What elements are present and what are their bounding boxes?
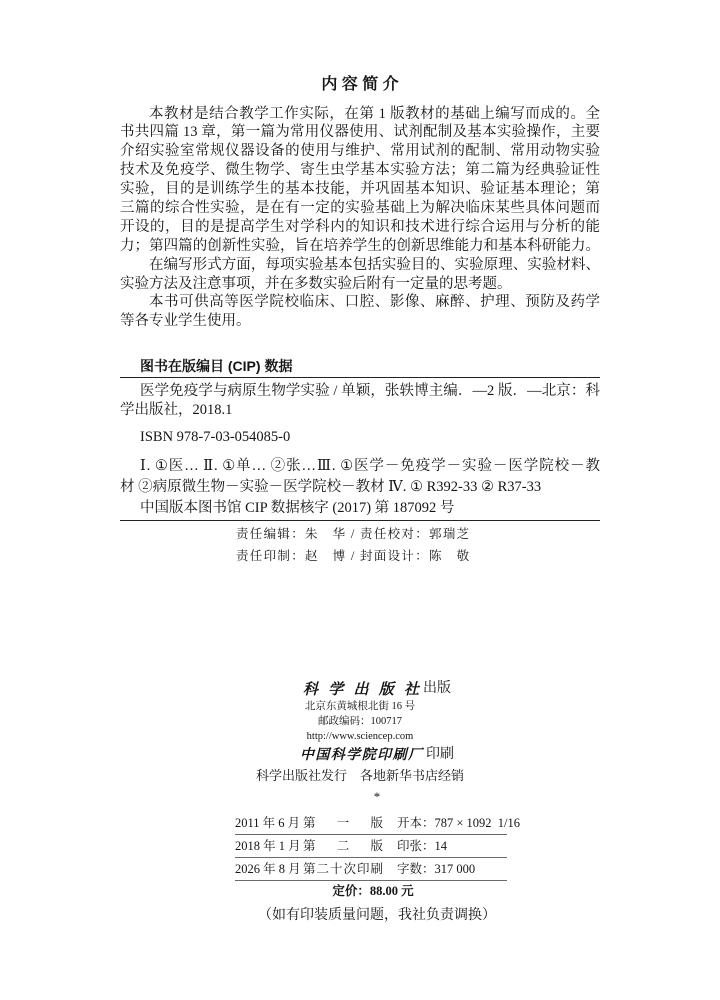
cip-classification-line: Ⅰ. ①医… Ⅱ. ①单… ②张…Ⅲ. ①医学－免疫学－实验－医学院校－教 — [140, 458, 600, 474]
edition-date: 2018 年 1 月 — [235, 839, 301, 853]
summary-line: 开设的，目的是提高学生对学科内的知识和技术进行综合运用与分析的能 — [120, 218, 600, 235]
edition-row — [235, 858, 507, 881]
summary-paragraph — [120, 105, 600, 256]
publisher-logo: 科 学 出 版 社 — [303, 680, 419, 698]
edition-spec: 开本：787 × 1092 1/16 — [397, 816, 521, 830]
edition-label: 第二十次印刷 — [303, 862, 383, 876]
summary-line: 在编写形式方面，每项实验基本包括实验目的、实验原理、实验材料、 — [149, 256, 600, 273]
summary-line: 实验方法及注意事项，并在多数实验后附有一定量的思考题。 — [120, 275, 512, 292]
distribution-line: 科学出版社发行 各地新华书店经销 — [255, 768, 464, 783]
printer-line — [300, 745, 454, 765]
publisher-address: 北京东黄城根北街 16 号 — [304, 701, 416, 712]
edition-label: 第 一 版 — [303, 816, 383, 830]
edition-spec: 字数：317 000 — [397, 862, 476, 876]
cip-heading: 图书在版编目 (CIP) 数据 — [140, 358, 293, 374]
summary-line: 介绍实验室常规仪器设备的使用与维护、常用试剂的配制、常用动物实验 — [120, 143, 600, 160]
summary-line: 书共四篇 13 章，第一篇为常用仪器使用、试剂配制及基本实验操作，主要 — [120, 124, 600, 141]
cip-record-line: 学出版社，2018.1 — [120, 402, 233, 418]
publisher-postcode: 邮政编码：100717 — [318, 716, 402, 727]
publisher-website: http://www.sciencep.com — [306, 731, 414, 742]
publisher-line — [303, 679, 451, 699]
edition-row — [235, 835, 507, 858]
printer-role: 印刷 — [426, 747, 454, 762]
price: 定价：88.00 元 — [332, 884, 414, 898]
separator-star: * — [373, 789, 381, 804]
staff-line: 责任编辑：朱 华 / 责任校对：郭瑞芝 — [236, 527, 471, 541]
summary-line: 力；第四篇的创新性实验，旨在培养学生的创新思维能力和基本科研能力。 — [120, 237, 600, 254]
cip-classification-line: 材 ②病原微生物－实验－医学院校－教材 Ⅳ. ① R392-33 ② R37-33 — [120, 479, 542, 495]
summary-line: 本书可供高等医学院校临床、口腔、影像、麻醉、护理、预防及药学 — [149, 294, 600, 311]
cip-top-rule — [120, 377, 600, 378]
summary-section — [120, 105, 600, 332]
cip-isbn: ISBN 978-7-03-054085-0 — [140, 429, 291, 445]
summary-line: 本教材是结合教学工作实际，在第 1 版教材的基础上编写而成的。全 — [149, 105, 600, 122]
staff-line: 责任印制：赵 博 / 封面设计：陈 敬 — [236, 549, 471, 563]
summary-title: 内 容 简 介 — [321, 76, 399, 93]
edition-date: 2011 年 6 月 — [235, 816, 301, 830]
publisher-role: 出版 — [423, 681, 451, 696]
quality-note: （如有印装质量问题，我社负责调换） — [258, 908, 496, 923]
summary-line: 技术及免疫学、微生物学、寄生虫学基本实验方法；第二篇为经典验证性 — [120, 162, 600, 179]
summary-line: 实验，目的是训练学生的基本技能，并巩固基本知识、验证基本理论；第 — [120, 181, 600, 198]
cip-bottom-rule — [120, 520, 600, 521]
summary-line: 等各专业学生使用。 — [120, 313, 251, 330]
summary-paragraph — [120, 256, 600, 294]
edition-date: 2026 年 8 月 — [235, 862, 301, 876]
edition-row — [235, 812, 521, 835]
summary-line: 三篇的综合性实验，是在有一定的实验基础上为解决临床某些具体问题而 — [120, 199, 600, 216]
printer-logo: 中国科学院印刷厂 — [300, 747, 422, 763]
edition-label: 第 二 版 — [303, 839, 383, 853]
edition-spec: 印张：14 — [397, 839, 448, 853]
summary-paragraph — [120, 293, 600, 331]
cip-number: 中国版本图书馆 CIP 数据核字 (2017) 第 187092 号 — [140, 500, 455, 516]
cip-record-line: 医学免疫学与病原生物学实验 / 单颖，张轶博主编．—2 版．—北京：科 — [140, 383, 600, 399]
